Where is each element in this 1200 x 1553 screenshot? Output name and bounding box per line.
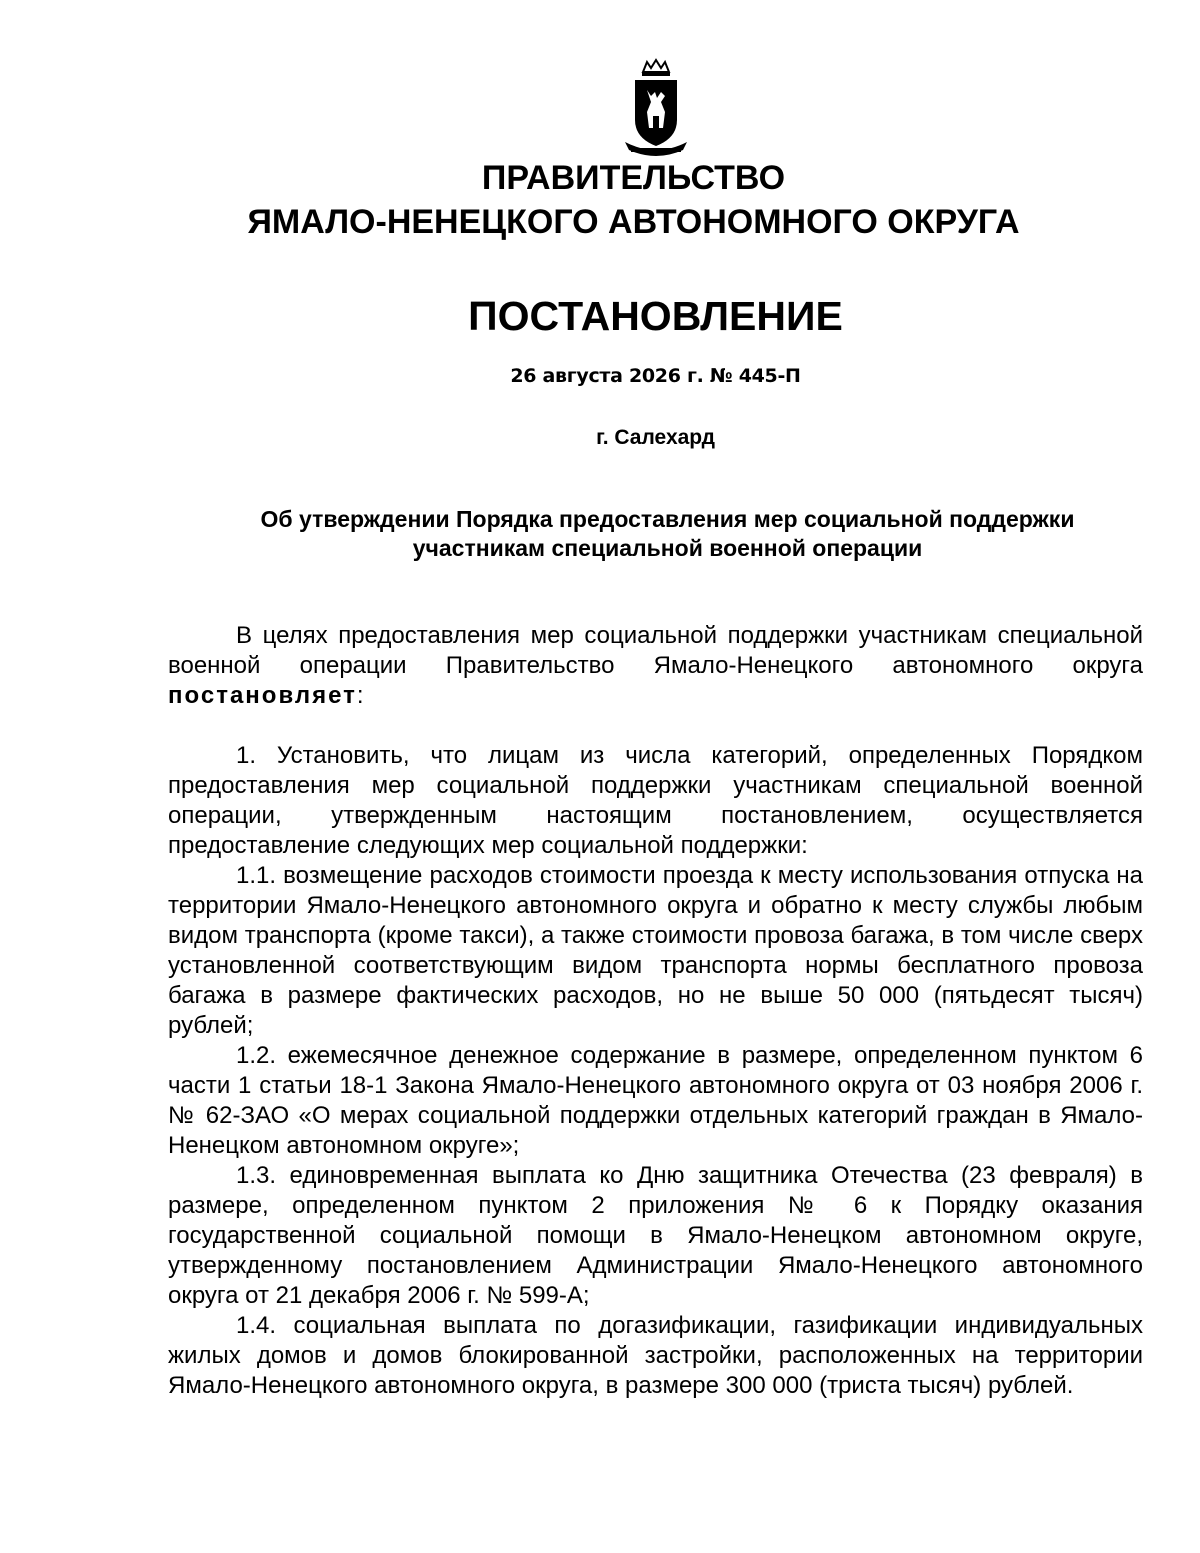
preamble-text: В целях предоставления мер социальной поддержки участникам специальной военной операции Правительство Ямало-Ненецкого автономного округа — [168, 622, 1143, 679]
paragraph-1-4: 1.4. социальная выплата по догазификации, газификации индивидуальных жилых домов и домов блокированной застройки, расположенных на территории Ямало-Ненецкого автономного округа, в размере 300 000 (триста тысяч) рублей. — [168, 1312, 1143, 1399]
paragraph-1: 1. Установить, что лицам из числа категорий, определенных Порядком предоставления мер социальной поддержки участникам специальной военной операции, утвержденным настоящим постановлением, осуществляется предоставление следующих мер социальной поддержки: — [168, 742, 1143, 859]
government-title-line2: ЯМАЛО-НЕНЕЦКОГО АВТОНОМНОГО ОКРУГА — [247, 203, 1020, 241]
emblem-container — [168, 58, 1143, 156]
preamble-paragraph — [168, 621, 1143, 711]
date-and-number: 26 августа 2026 г. № 445-П — [510, 365, 801, 387]
document-type: ПОСТАНОВЛЕНИЕ — [468, 293, 843, 339]
government-title-line1: ПРАВИТЕЛЬСТВО — [481, 159, 786, 197]
paragraph-1-2: 1.2. ежемесячное денежное содержание в размере, определенном пунктом 6 части 1 статьи 18-1 Закона Ямало-Ненецкого автономного округа от 03 ноября 2006 г. № 62-ЗАО «О мерах социальной поддержки отдельных категорий граждан в Ямало-Ненецком автономном округе»; — [168, 1042, 1143, 1159]
subject-line1: Об утверждении Порядка предоставления мер социальной поддержки — [260, 506, 1075, 532]
government-title — [146, 156, 1121, 244]
document-body — [168, 621, 1143, 1401]
paragraph-1-3: 1.3. единовременная выплата ко Дню защитника Отечества (23 февраля) в размере, определенном пунктом 2 приложения № 6 к Порядку оказания государственной социальной помощи в Ямало-Ненецком автономном округе, утвержденному постановлением Администрации Ямало-Ненецкого автономного округа от 21 декабря 2006 г. № 599-А; — [168, 1162, 1143, 1309]
preamble-keyword: постановляет — [168, 682, 357, 709]
subject-line2: участникам специальной военной операции — [412, 535, 923, 561]
paragraph-1-1: 1.1. возмещение расходов стоимости проезда к месту использования отпуска на территории Ямало-Ненецкого автономного округа и обратно к месту службы любым видом транспорта (кроме такси), а также стоимости провоза багажа, в том числе сверх установленной соответствующим видом транспорта нормы бесплатного провоза багажа в размере фактических расходов, но не выше 50 000 (пятьдесят тысяч) рублей; — [168, 862, 1143, 1039]
preamble-tail: : — [356, 682, 364, 709]
document-subject — [168, 505, 1167, 563]
city: г. Салехард — [596, 426, 715, 449]
coat-of-arms-icon — [621, 58, 691, 156]
